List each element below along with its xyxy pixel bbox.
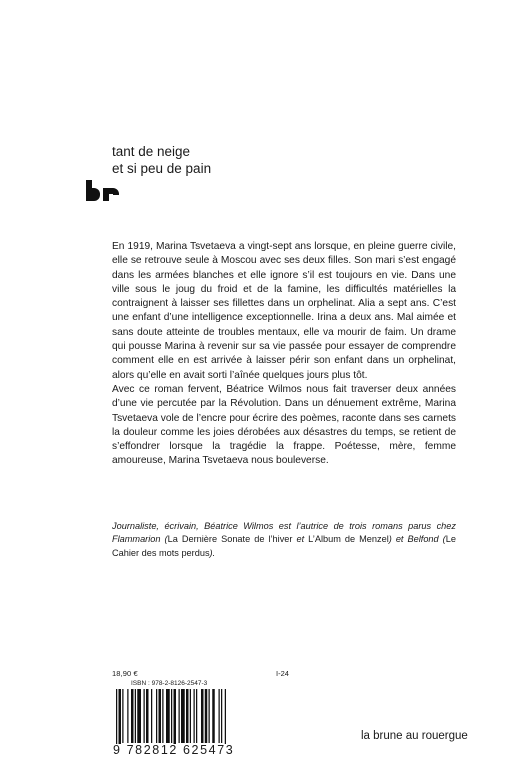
- barcode-bar: [174, 689, 177, 751]
- barcode-bar: [196, 689, 197, 743]
- bio-part-1: Journaliste, écrivain, Béatrice Wilmos est l’autrice de trois romans parus chez Flammarion (: [112, 521, 456, 545]
- barcode-bar: [151, 689, 152, 743]
- barcode-bar: [166, 689, 170, 743]
- barcode-bar: [162, 689, 163, 743]
- barcode-bar: [205, 689, 208, 743]
- barcode-bar: [137, 689, 141, 743]
- blurb-paragraph-2: Avec ce roman fervent, Béatrice Wilmos nous fait traverser deux années d’une vie percutée par la Révolution. Dans un dénuement extrême, Marina Tsvetaeva vole de l’encre pour écrire des poèmes, raconte dans ses carnets la douleur comme les joies dérobées aux désastres du temps, se retient de s’effondrer lorsque la tragédie la frappe. Poétesse, mère, femme amoureuse, Marina Tsvetaeva nous bouleverse.: [112, 383, 456, 467]
- barcode-bar: [179, 689, 180, 743]
- book-title-line-2: et si peu de pain: [112, 161, 212, 176]
- price-label: 18,90 €: [112, 669, 138, 678]
- barcode-bar: [159, 689, 162, 743]
- bio-title-3: Le Cahier des mots perdus: [112, 534, 456, 558]
- author-bio: [112, 520, 456, 560]
- back-cover-blurb: [112, 240, 456, 469]
- bio-part-4: ).: [209, 547, 216, 558]
- barcode-bar: [119, 689, 122, 751]
- barcode-bar: [219, 689, 220, 743]
- barcode-bar: [201, 689, 204, 743]
- barcode-digits: 9 782812 625473: [113, 743, 235, 757]
- barcode-bar: [181, 689, 185, 743]
- barcode-bar: [209, 689, 210, 743]
- barcode-bar: [156, 689, 157, 743]
- bio-part-3: ) et Belfond (: [388, 534, 446, 545]
- barcode-bar: [146, 689, 149, 743]
- bio-part-2: et: [292, 534, 309, 545]
- barcode-bar: [131, 689, 134, 743]
- book-title-line-1: tant de neige: [112, 144, 191, 159]
- barcode-bar: [135, 689, 136, 743]
- bio-title-1: La Dernière Sonate de l’hiver: [167, 534, 293, 545]
- catalog-code: I-24: [276, 669, 289, 678]
- barcode-bar: [171, 689, 172, 743]
- book-title: [112, 143, 211, 177]
- barcode-bar: [225, 689, 226, 751]
- barcode-bar: [144, 689, 145, 743]
- bio-title-2: L’Album de Menzel: [308, 534, 389, 545]
- isbn-label: ISBN : 978-2-8126-2547-3: [131, 680, 208, 687]
- barcode-bar: [221, 689, 222, 743]
- barcode-bar: [212, 689, 215, 743]
- publisher-name: la brune au rouergue: [361, 730, 468, 742]
- barcode-bar: [127, 689, 128, 743]
- barcode-bar: [116, 689, 117, 751]
- barcode-bar: [190, 689, 191, 743]
- barcode-bar: [186, 689, 189, 743]
- barcode-bar: [194, 689, 195, 743]
- blurb-paragraph-1: En 1919, Marina Tsvetaeva a vingt-sept ans lorsque, en pleine guerre civile, elle se retrouve seule à Moscou avec ses deux filles. Son mari s’est engagé dans les armées blanches et elle ignore s’il est toujours en vie. Dans une ville sous le joug du froid et de la famine, les difficultés matérielles la contraignent à laisser ses fillettes dans un orphelinat. Alia a sept ans. C’est une enfant d’une intelligence exceptionnelle. Irina a deux ans. Mal aimée et sans doute atteinte de troubles mentaux, elle va mourir de faim. Un drame qui pousse Marina à revenir sur sa vie passée pour essayer de comprendre comment elle en est arrivée à laisser périr son enfant dans un orphelinat, alors qu’elle en avait sorti l’aînée quelques jours plus tôt.: [112, 241, 456, 381]
- br-logo-icon: [85, 180, 119, 202]
- barcode-bar: [122, 689, 123, 743]
